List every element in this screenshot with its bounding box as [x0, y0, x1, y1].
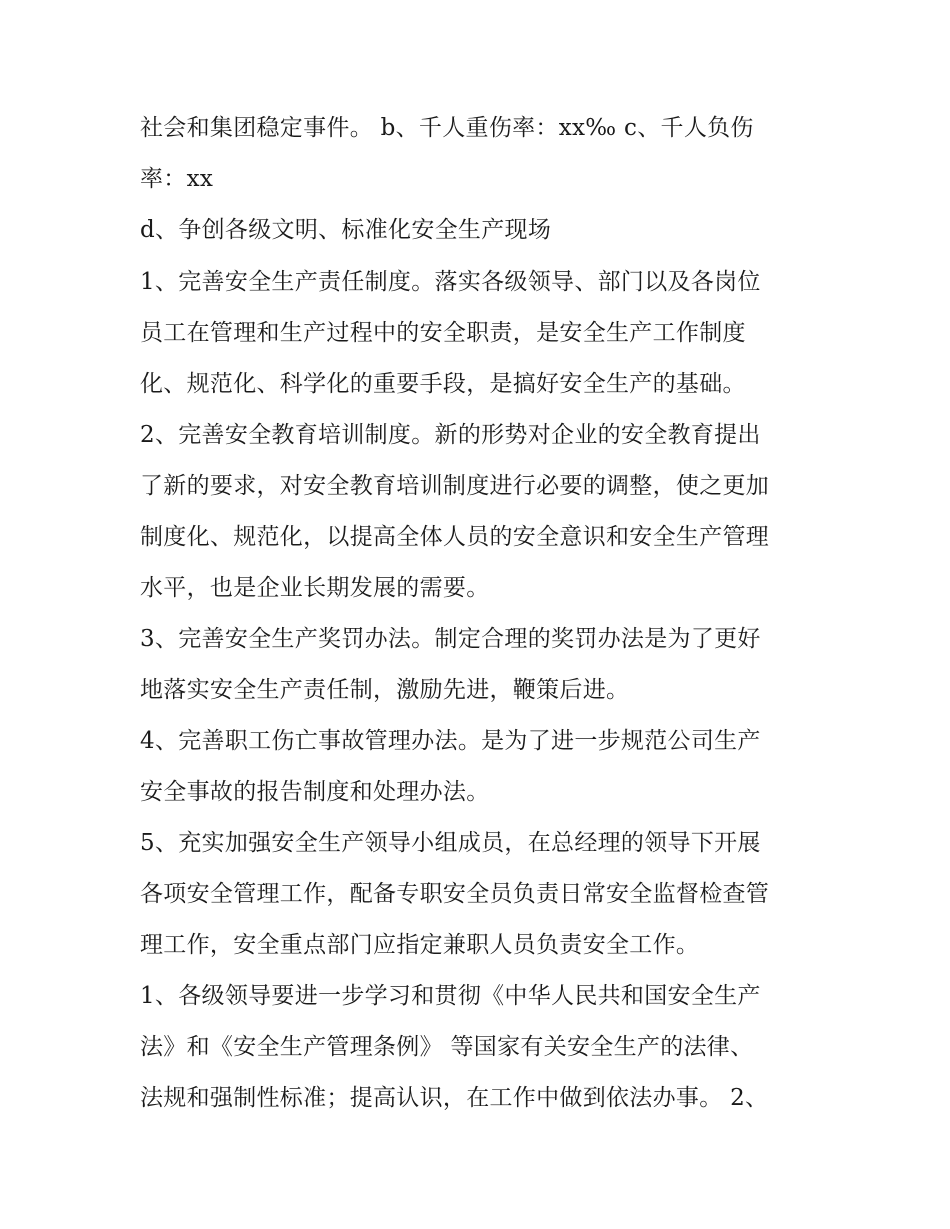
text-line-13: 4、完善职工伤亡事故管理办法。是为了进一步规范公司生产 [140, 728, 761, 754]
text-line-15: 5、充实加强安全生产领导小组成员，在总经理的领导下开展 [140, 830, 761, 856]
text-line-8: 了新的要求，对安全教育培训制度进行必要的调整，使之更加 [140, 473, 770, 499]
text-line-16: 各项安全管理工作，配备专职安全员负责日常安全监督检查管 [140, 881, 770, 907]
text-line-5: 员工在管理和生产过程中的安全职责，是安全生产工作制度 [140, 320, 746, 346]
text-line-12: 地落实安全生产责任制，激励先进，鞭策后进。 [140, 677, 630, 703]
text-line-6: 化、规范化、科学化的重要手段，是搞好安全生产的基础。 [140, 371, 746, 397]
text-line-14: 安全事故的报告制度和处理办法。 [140, 779, 490, 805]
text-line-2: 率：xx [140, 166, 214, 192]
text-line-17: 理工作，安全重点部门应指定兼职人员负责安全工作。 [140, 932, 700, 958]
text-line-7: 2、完善安全教育培训制度。新的形势对企业的安全教育提出 [140, 422, 761, 448]
text-line-1: 社会和集团稳定事件。 b、千人重伤率：xx‰ c、千人负伤 [140, 115, 754, 141]
text-line-18: 1、各级领导要进一步学习和贯彻《中华人民共和国安全生产 [140, 983, 761, 1009]
text-line-9: 制度化、规范化，以提高全体人员的安全意识和安全生产管理 [140, 524, 770, 550]
text-line-10: 水平，也是企业长期发展的需要。 [140, 575, 490, 601]
text-line-19: 法》和《安全生产管理条例》 等国家有关安全生产的法律、 [140, 1034, 754, 1060]
text-line-3: d、争创各级文明、标准化安全生产现场 [140, 217, 552, 243]
text-line-4: 1、完善安全生产责任制度。落实各级领导、部门以及各岗位 [140, 269, 761, 295]
text-line-11: 3、完善安全生产奖罚办法。制定合理的奖罚办法是为了更好 [140, 626, 761, 652]
text-line-20: 法规和强制性标准；提高认识，在工作中做到依法办事。 2、 [140, 1085, 769, 1111]
